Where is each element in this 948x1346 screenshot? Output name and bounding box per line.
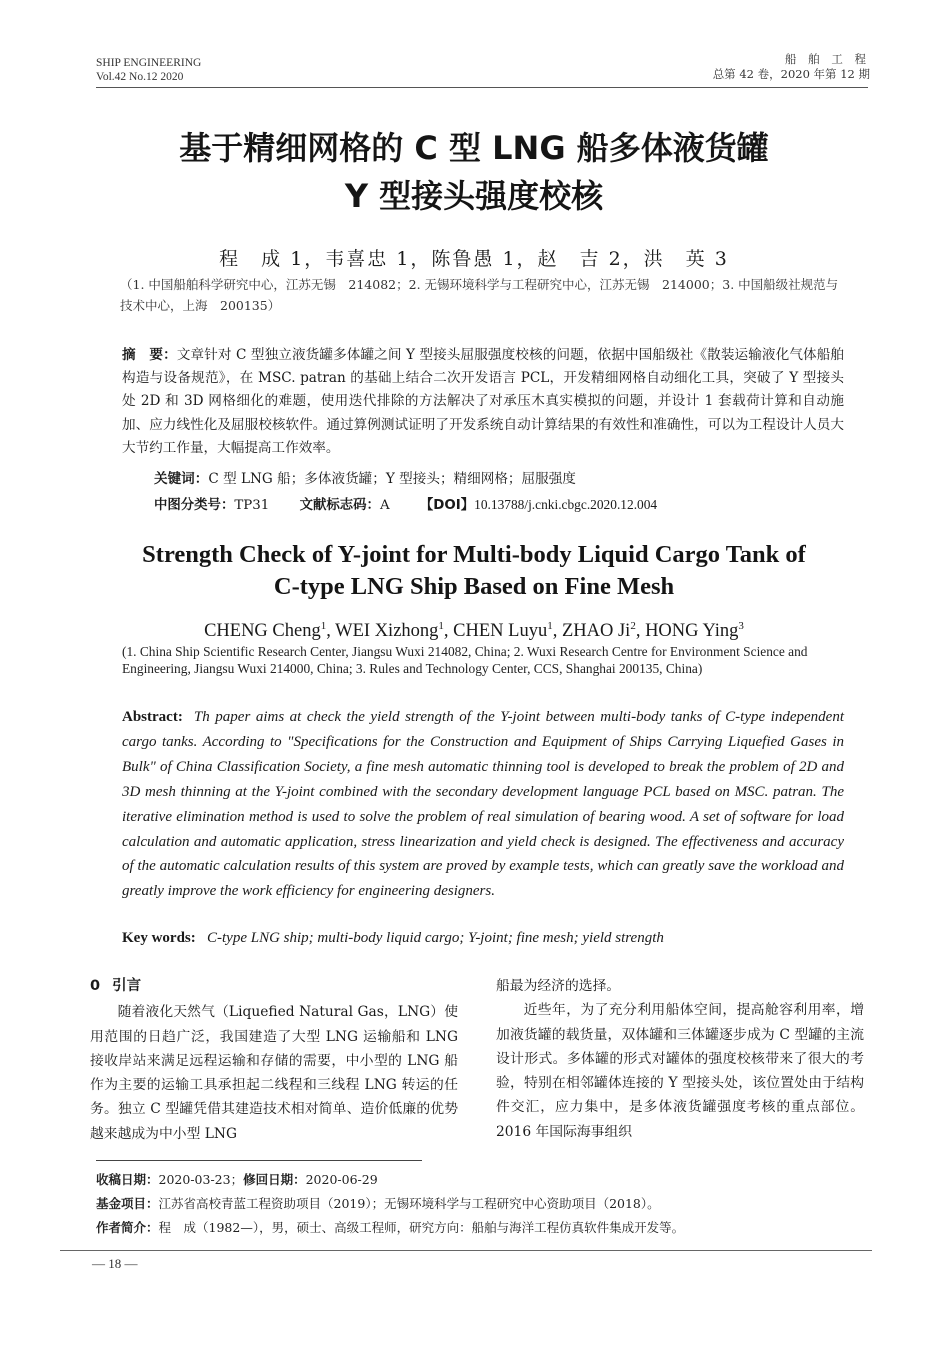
abstract-en-label: Abstract:: [122, 709, 183, 725]
authors-en: [0, 620, 948, 642]
affiliation-en: (1. China Ship Scientific Research Center, Jiangsu Wuxi 214082, China; 2. Wuxi Research Centre for Environment Science and Engineering, Jiangsu Wuxi 214000, China; 3. Rules and Technology Center, CCS, Shanghai 200135, China): [122, 644, 808, 676]
title-en-line2: C-type LNG Ship Based on Fine Mesh: [273, 573, 675, 600]
keywords-cn-text: C 型 LNG 船；多体液货罐；Y 型接头；精细网格；屈服强度: [208, 471, 576, 487]
clc: [154, 498, 269, 513]
fund-label: 基金项目：: [96, 1196, 159, 1211]
doi-value[interactable]: 10.13788/j.cnki.cbgc.2020.12.004: [474, 497, 658, 512]
fund-text: 江苏省高校青蓝工程资助项目（2019）；无锡环境科学与工程研究中心资助项目（2018）。: [158, 1196, 660, 1211]
keywords-en-label: Key words:: [122, 930, 196, 946]
header-rule: [96, 87, 868, 88]
author-bio-text: 程 成（1982—），男，硕士、高级工程师，研究方向：船舶与海洋工程仿真软件集成开发等。: [158, 1220, 685, 1235]
revised-label: 修回日期：: [243, 1172, 306, 1187]
paragraph-continued: 船最为经济的选择。: [496, 978, 621, 994]
doi: [420, 498, 657, 513]
clc-label: 中图分类号：: [154, 498, 235, 513]
body-column-right: [496, 974, 864, 1144]
author-en: HONG Ying$^3$: [645, 620, 744, 642]
footnote-fund: [96, 1196, 660, 1212]
title-en-line1: Strength Check of Y-joint for Multi-body Liquid Cargo Tank of: [142, 541, 806, 568]
journal-name-en: SHIP ENGINEERING: [96, 57, 202, 69]
footnote-rule: [96, 1160, 422, 1161]
author-en: ZHAO Ji$^2$,: [561, 620, 646, 642]
received-date: 2020-03-23；: [158, 1172, 244, 1187]
section-heading: [90, 974, 458, 998]
footnote-author: [96, 1220, 684, 1236]
bottom-rule: [60, 1250, 872, 1251]
affiliation-cn: （1. 中国船舶科学研究中心，江苏无锡 214082；2. 无锡环境科学与工程研究中心，江苏无锡 214000；3. 中国船级社规范与技术中心，上海 200135）: [120, 277, 839, 313]
title-cn-line1: 基于精细网格的 C 型 LNG 船多体液货罐: [179, 129, 769, 167]
revised-date: 2020-06-29: [305, 1172, 378, 1187]
abstract-cn-text: 文章针对 C 型独立液货罐多体罐之间 Y 型接头屈服强度校核的问题，依据中国船级社《散装运输液化气体船舶构造与设备规范》，在 MSC. patran 的基础上结合二次开发语言 PCL，开发精细网格自动细化工具，突破了 Y 型接头处 2D 和 3D 网格细化的难题，使用迭代排除的方法解决了对承压木真实模拟的问题，并设计 1 套载荷计算和自动施加、应力线性化及屈服校核软件。通过算例测试证明了开发系统自动计算结果的有效性和准确性，可以为工程设计人员大大节约工作量，大幅提高工作效率。: [122, 347, 845, 456]
received-label: 收稿日期：: [96, 1172, 159, 1187]
keywords-en-text: C-type LNG ship; multi-body liquid cargo; Y-joint; fine mesh; yield strength: [207, 930, 664, 946]
section-number: 0: [90, 978, 101, 994]
journal-name-cn: 船 舶 工 程: [785, 52, 870, 66]
paragraph: 随着液化天然气（Liquefied Natural Gas，LNG）使用范围的日趋广泛，我国建造了大型 LNG 运输船和 LNG 接收岸站来满足远程运输和存储的需要，中小型的 LNG 船作为主要的运输工具承担起二线程和三线程 LNG 转运的任务。独立 C 型罐凭借其建造技术相对简单、造价低廉的优势越来越成为中小型 LNG: [90, 1004, 458, 1142]
abstract-en-text: Th paper aims at check the yield strength of the Y-joint between multi-body tanks of C-type independent cargo tanks. According to "Specifications for the Construction and Equipment of Ships Carrying Liquefied Gases in Bulk" of China Classification Society, a fine mesh automatic thinning tool is developed to break the problem of 2D and 3D mesh thinning at the Y-joint combined with the secondary development language PCL based on MSC. patran. The iterative elimination method is used to solve the problem of real simulation of bearing wood. A set of software for load calculation and automatic application, stress linearization and yield check is designed. The effectiveness and accuracy of the automatic calculation results of this system are proved by example tests, which can greatly save the workload and greatly improve the work efficiency for engineering designers.: [122, 709, 844, 900]
abstract-en: [122, 705, 844, 904]
section-title: 引言: [112, 978, 142, 994]
doc-code-value: A: [379, 498, 390, 513]
page-number: — 18 —: [92, 1256, 138, 1271]
running-header-right: [713, 52, 870, 82]
keywords-cn: [154, 467, 576, 487]
volume-cn: 总第 42 卷，2020 年第 12 期: [712, 67, 870, 81]
doc-code-label: 文献标志码：: [299, 498, 380, 513]
abstract-cn: [122, 344, 844, 460]
classification-cn: [154, 494, 683, 513]
footnote-dates: [96, 1172, 378, 1188]
clc-value: TP31: [234, 498, 270, 513]
abstract-cn-label: 摘 要：: [122, 347, 177, 363]
author-en: CHENG Cheng$^1$,: [204, 620, 336, 642]
keywords-cn-label: 关键词：: [154, 471, 209, 487]
body-column-left: [90, 974, 458, 1146]
title-cn: [0, 124, 948, 220]
keywords-en: [122, 930, 664, 947]
paragraph: 近些年，为了充分利用船体空间，提高舱容利用率，增加液货罐的载货量，双体罐和三体罐逐步成为 C 型罐的主流设计形式。多体罐的形式对罐体的强度校核带来了很大的考验，特别在相邻罐体连接的 Y 型接头处，该位置处由于结构件交汇，应力集中，是多体液货罐强度考核的重点部位。2016 年国际海事组织: [496, 1002, 864, 1140]
running-header-left: [96, 56, 201, 84]
title-en: [0, 539, 948, 603]
author-bio-label: 作者简介：: [96, 1220, 159, 1235]
volume-en: Vol.42 No.12 2020: [96, 71, 184, 83]
doi-label: 【DOI】: [419, 498, 475, 513]
title-cn-line2: Y 型接头强度校核: [344, 177, 604, 215]
authors-cn: 程 成 1，韦喜忠 1，陈鲁愚 1，赵 吉 2，洪 英 3: [219, 248, 729, 270]
author-en: WEI Xizhong$^1$,: [335, 620, 454, 642]
author-en: CHEN Luyu$^1$,: [453, 620, 562, 642]
doc-code: [300, 498, 390, 513]
